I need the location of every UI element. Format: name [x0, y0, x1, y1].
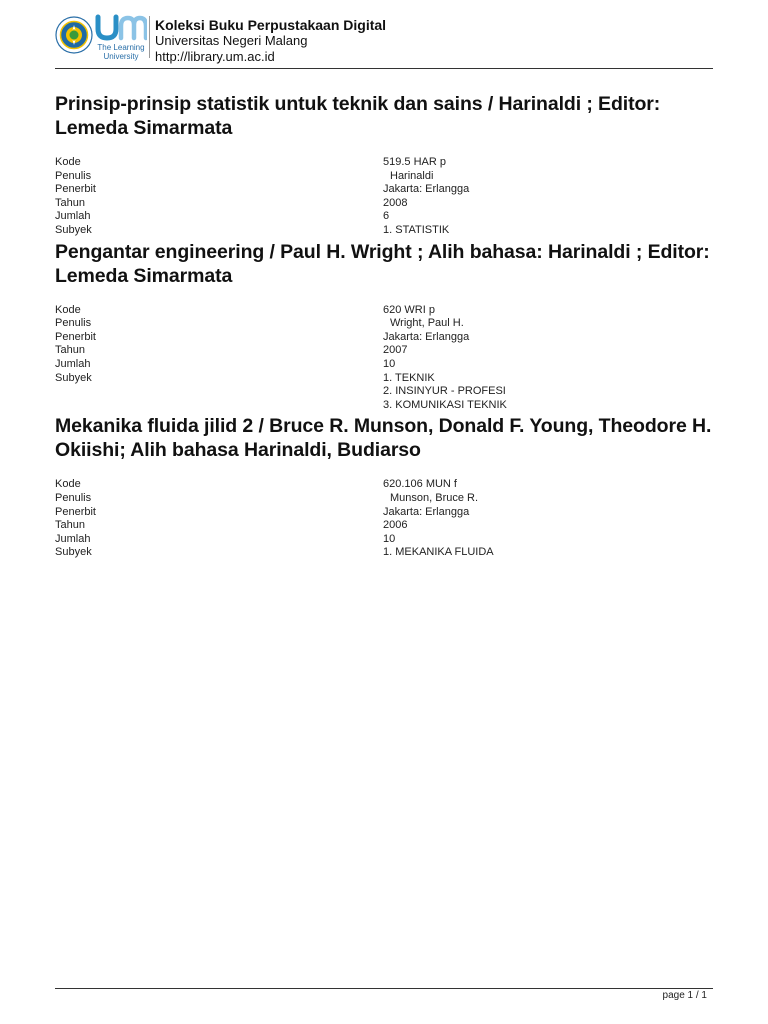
page-number: page 1 / 1 — [662, 990, 707, 1001]
field-row-subyek — [55, 399, 715, 413]
field-row-kode — [55, 478, 715, 492]
field-label-penerbit: Penerbit — [55, 183, 96, 196]
field-row-kode — [55, 156, 715, 170]
field-value-tahun: 2006 — [383, 519, 408, 532]
book-title: Prinsip-prinsip statistik untuk teknik dan sains / Harinaldi ; Editor: Lemeda Simarmata — [55, 93, 661, 139]
field-row-jumlah — [55, 210, 715, 224]
field-row-subyek — [55, 372, 715, 386]
subject-item: 1. TEKNIK — [383, 371, 435, 384]
institution-name: Universitas Negeri Malang — [155, 33, 308, 48]
field-label-tahun: Tahun — [55, 344, 85, 357]
book-record — [55, 414, 715, 560]
field-value-tahun: 2007 — [383, 344, 408, 357]
field-value-penerbit: Jakarta: Erlangga — [383, 330, 470, 343]
field-label-penerbit: Penerbit — [55, 330, 96, 343]
university-seal-icon — [55, 16, 93, 54]
subject-item: 1. MEKANIKA FLUIDA — [383, 546, 494, 559]
book-title: Mekanika fluida jilid 2 / Bruce R. Munson, Donald F. Young, Theodore H. Okiishi; Alih bahasa Harinaldi, Budiarso — [55, 415, 712, 462]
field-value-kode: 519.5 HAR p — [383, 156, 446, 168]
header-divider — [55, 68, 713, 69]
field-row-penerbit — [55, 183, 715, 197]
field-row-jumlah — [55, 358, 715, 372]
field-label-penerbit: Penerbit — [55, 505, 96, 518]
field-label-subyek — [55, 399, 383, 413]
field-label-penulis: Penulis — [55, 317, 92, 330]
field-label-subyek: Subyek — [55, 223, 92, 236]
subject-item: 1. STATISTIK — [383, 223, 450, 236]
field-label-kode: Kode — [55, 303, 81, 316]
field-row-penulis — [55, 492, 715, 506]
field-row-subyek — [55, 224, 715, 238]
field-label-jumlah: Jumlah — [55, 357, 91, 370]
subject-item: 3. KOMUNIKASI TEKNIK — [383, 398, 507, 411]
field-value-penerbit: Jakarta: Erlangga — [383, 505, 470, 518]
book-title: Pengantar engineering / Paul H. Wright ; Alih bahasa: Harinaldi ; Editor: Lemeda Simarmata — [55, 240, 710, 287]
subject-item: 2. INSINYUR - PROFESI — [383, 385, 506, 398]
field-row-penerbit — [55, 331, 715, 345]
field-value-kode: 620.106 MUN f — [383, 478, 457, 491]
field-label-penulis: Penulis — [55, 169, 92, 182]
field-value-tahun: 2008 — [383, 196, 408, 209]
field-row-jumlah — [55, 533, 715, 547]
header-title: Koleksi Buku Perpustakaan Digital — [155, 17, 387, 33]
logo-tagline-1: The Learning — [97, 43, 145, 52]
field-label-subyek: Subyek — [55, 371, 92, 384]
field-label-jumlah: Jumlah — [55, 532, 91, 545]
header-text-block — [155, 17, 386, 65]
field-row-tahun — [55, 197, 715, 211]
book-record — [55, 240, 715, 413]
field-row-kode — [55, 304, 715, 318]
field-row-tahun — [55, 519, 715, 533]
field-row-subyek — [55, 546, 715, 560]
page-header — [55, 12, 713, 68]
logo-divider — [149, 16, 150, 58]
field-value-penulis: Harinaldi — [390, 169, 434, 182]
field-row-subyek — [55, 385, 715, 399]
field-label-tahun: Tahun — [55, 196, 85, 209]
field-value-kode: 620 WRI p — [383, 303, 435, 316]
field-row-tahun — [55, 344, 715, 358]
um-logo-icon — [95, 14, 147, 62]
field-label-jumlah: Jumlah — [55, 210, 91, 223]
field-value-penulis: Wright, Paul H. — [390, 317, 464, 330]
record-list — [55, 92, 715, 562]
field-label-subyek — [55, 385, 383, 399]
field-row-penulis — [55, 170, 715, 184]
library-url: http://library.um.ac.id — [155, 49, 275, 64]
field-row-penulis — [55, 317, 715, 331]
field-value-jumlah: 6 — [383, 210, 390, 223]
field-row-penerbit — [55, 506, 715, 520]
field-label-penulis: Penulis — [55, 491, 92, 504]
field-label-tahun: Tahun — [55, 519, 85, 532]
footer-divider — [55, 988, 713, 989]
field-label-kode: Kode — [55, 156, 81, 168]
field-value-penulis: Munson, Bruce R. — [390, 491, 479, 504]
field-value-jumlah: 10 — [383, 532, 396, 545]
field-label-subyek: Subyek — [55, 546, 92, 559]
book-record — [55, 92, 715, 238]
logo-tagline-2: University — [103, 52, 139, 61]
field-value-jumlah: 10 — [383, 357, 396, 370]
field-value-penerbit: Jakarta: Erlangga — [383, 183, 470, 196]
field-label-kode: Kode — [55, 478, 81, 491]
